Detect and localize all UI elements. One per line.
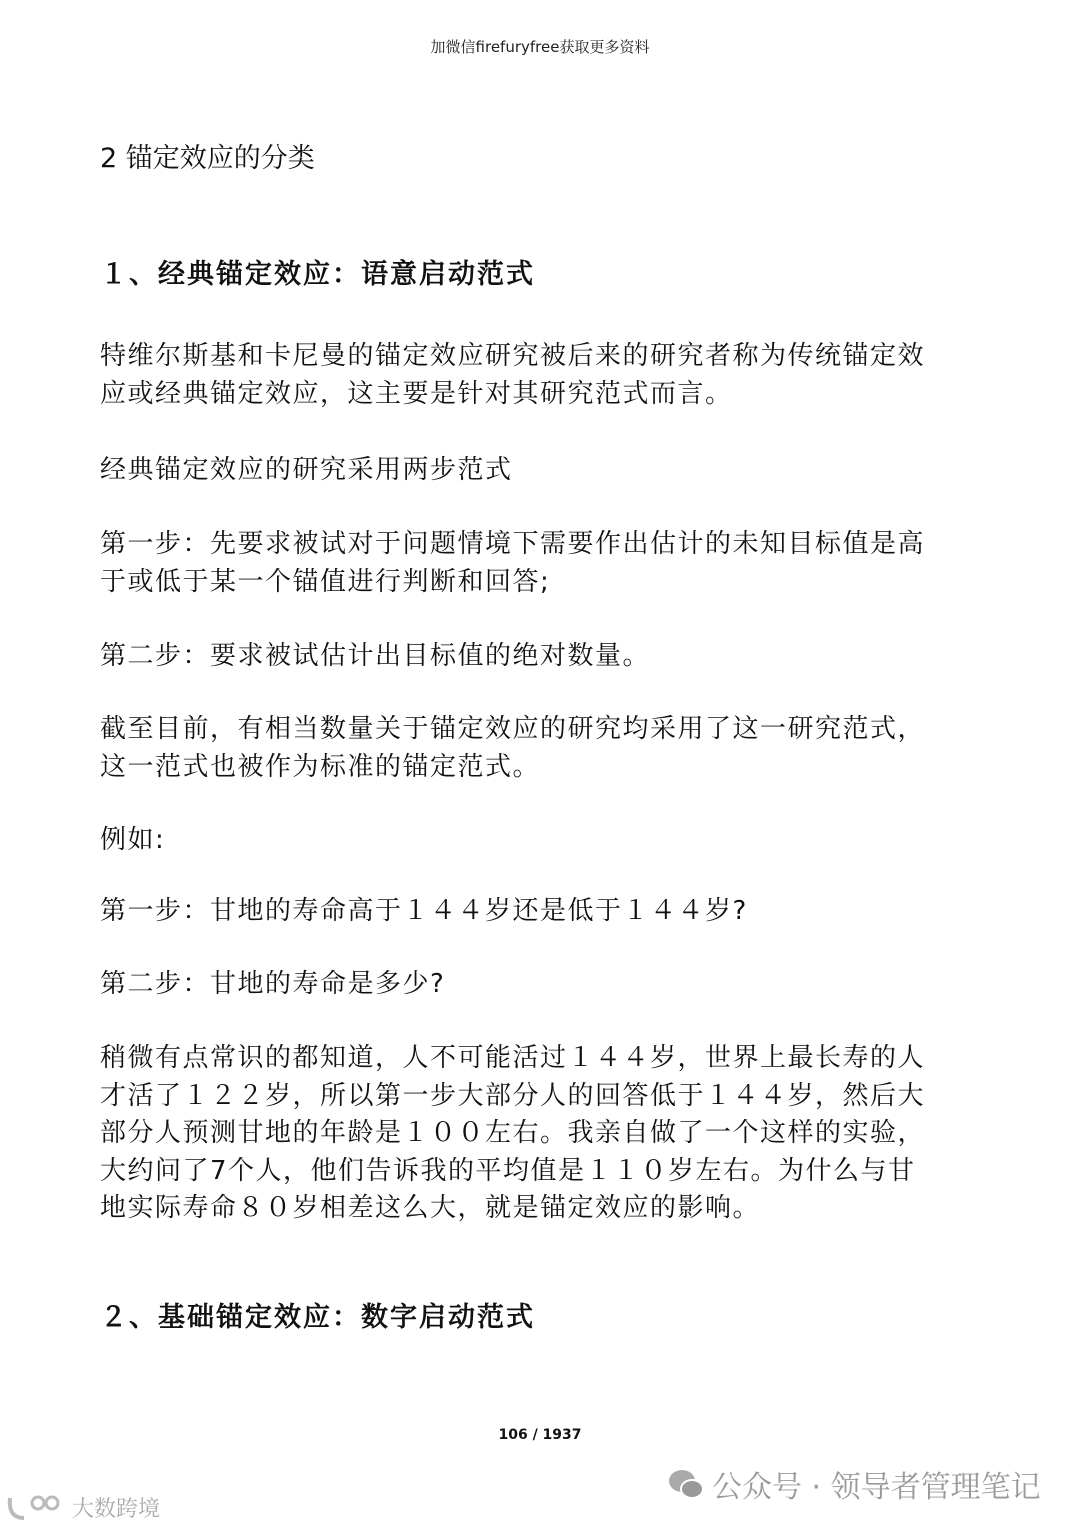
paragraph-line: 地实际寿命８０岁相差这么大，就是锚定效应的影响。 (100, 1193, 761, 1223)
paragraph-line: 第一步：先要求被试对于问题情境下需要作出估计的未知目标值是高 (100, 529, 926, 559)
chapter-title: 2 锚定效应的分类 (100, 143, 315, 174)
section-heading-1: １、经典锚定效应：语意启动范式 (100, 259, 535, 290)
page-header: 加微信firefuryfree获取更多资料 (430, 38, 650, 56)
paragraph-line: 稍微有点常识的都知道，人不可能活过１４４岁，世界上最长寿的人 (100, 1043, 926, 1073)
paragraph (100, 966, 1000, 1004)
paragraph (100, 893, 1000, 931)
paragraph (100, 338, 1000, 413)
paragraph-line: 第二步：甘地的寿命是多少? (100, 969, 446, 999)
paragraph-line: 应或经典锚定效应，这主要是针对其研究范式而言。 (100, 378, 733, 409)
paragraph (100, 1040, 1000, 1228)
watermark-brand (6, 1492, 160, 1523)
paragraph (100, 526, 1000, 601)
paragraph-line: 经典锚定效应的研究采用两步范式 (100, 455, 513, 485)
paragraph (100, 711, 1000, 786)
paragraph (100, 822, 1000, 860)
watermark-wechat (668, 1462, 1041, 1506)
paragraph-line: 第二步：要求被试估计出目标值的绝对数量。 (100, 641, 651, 671)
paragraph (100, 638, 1000, 676)
paragraph-line: 部分人预测甘地的年龄是１００左右。我亲自做了一个这样的实验， (100, 1118, 926, 1148)
paragraph-line: 第一步：甘地的寿命高于１４４岁还是低于１４４岁? (100, 896, 748, 926)
wechat-icon (668, 1468, 704, 1500)
watermark-brand-text: 大数跨境 (72, 1497, 161, 1522)
section-heading-2: ２、基础锚定效应：数字启动范式 (100, 1302, 535, 1333)
brand-logo-icon (6, 1494, 66, 1522)
paragraph-line: 截至目前，有相当数量关于锚定效应的研究均采用了这一研究范式， (100, 714, 926, 744)
paragraph-line: 例如: (100, 825, 166, 855)
watermark-text: 公众号 · 领导者管理笔记 (712, 1470, 1041, 1505)
paragraph-line: 特维尔斯基和卡尼曼的锚定效应研究被后来的研究者称为传统锚定效 (100, 341, 926, 371)
paragraph-line: 大约问了7个人，他们告诉我的平均值是１１０岁左右。为什么与甘 (100, 1155, 916, 1186)
paragraph-line: 这一范式也被作为标准的锚定范式。 (100, 751, 541, 782)
paragraph-line: 才活了１２２岁，所以第一步大部分人的回答低于１４４岁，然后大 (100, 1080, 926, 1111)
paragraph-line: 于或低于某一个锚值进行判断和回答; (100, 566, 551, 597)
page-number: 106 / 1937 (498, 1427, 582, 1443)
paragraph (100, 452, 1000, 490)
